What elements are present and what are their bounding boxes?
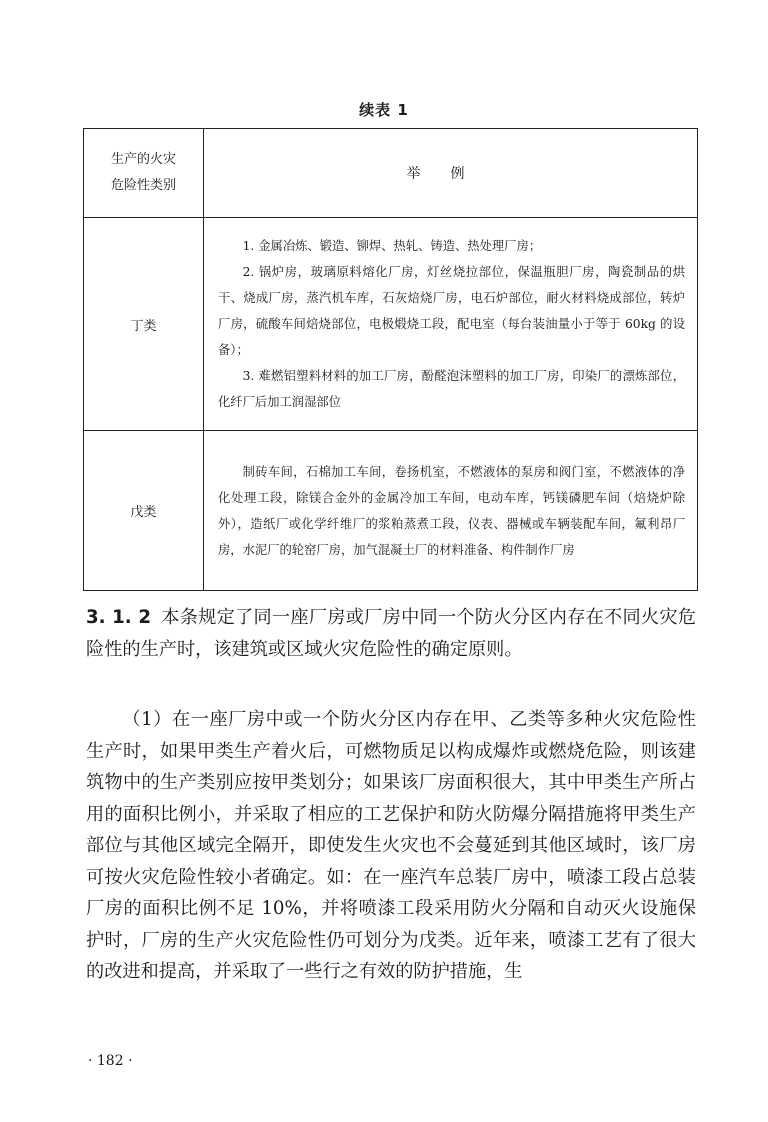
table-row — [84, 218, 698, 431]
header-category-line1: 生产的火灾 — [110, 152, 176, 167]
table-row — [84, 431, 698, 591]
example-item: 1. 金属冶炼、锻造、铆焊、热轧、铸造、热处理厂房； — [242, 239, 542, 253]
table-header-row — [84, 129, 698, 218]
example-item: 2. 锅炉房，玻璃原料熔化厂房，灯丝烧拉部位，保温瓶胆厂房，陶瓷制品的烘干、烧成厂房，蒸汽机车库，石灰焙烧厂房，电石炉部位，耐火材料烧成部位，转炉厂房，硫酸车间焙烧部位，电极煅烧工段，配电室（每台装油量小于等于 60kg 的设备）； — [218, 265, 685, 357]
examples-cell — [204, 218, 698, 431]
table-caption: 续表 1 — [359, 101, 409, 119]
paragraph-text: （1）在一座厂房中或一个防火分区内存在甲、乙类等多种火灾危险性生产时，如果甲类生产着火后，可燃物质足以构成爆炸或燃烧危险，则该建筑物中的生产类别应按甲类划分；如果该厂房面积很大，其中甲类生产所占用的面积比例小，并采取了相应的工艺保护和防火防爆分隔措施将甲类生产部位与其他区域完全隔开，即使发生火灾也不会蔓延到其他区域时，该厂房可按火灾危险性较小者确定。如：在一座汽车总装厂房中，喷漆工段占总装厂房的面积比例不足 10%，并将喷漆工段采用防火分隔和自动灭火设施保护时，厂房的生产火灾危险性仍可划分为戊类。近年来，喷漆工艺有了很大的改进和提高，并采取了一些行之有效的防护措施，生 — [86, 709, 696, 982]
page-number: · 182 · — [88, 1053, 133, 1069]
body-paragraph — [86, 704, 696, 988]
fire-hazard-table — [83, 128, 698, 591]
examples-cell — [204, 431, 698, 591]
example-item: 制砖车间，石棉加工车间，卷扬机室，不燃液体的泵房和阀门室，不燃液体的净化处理工段，除镁合金外的金属冷加工车间，电动车库，钙镁磷肥车间（焙烧炉除外），造纸厂或化学纤维厂的浆粕蒸煮工段，仪表、器械或车辆装配车间，氟利昂厂房，水泥厂的轮窑厂房，加气混凝土厂的材料准备、构件制作厂房 — [218, 464, 685, 557]
category-cell: 戊类 — [84, 431, 204, 591]
section-3-1-2 — [86, 602, 696, 665]
example-item: 3. 难燃铝塑料材料的加工厂房，酚醛泡沫塑料的加工厂房，印染厂的漂炼部位，化纤厂后加工润湿部位 — [218, 369, 685, 409]
header-category — [84, 129, 204, 218]
section-text: 本条规定了同一座厂房或厂房中同一个防火分区内存在不同火灾危险性的生产时，该建筑或区域火灾危险性的确定原则。 — [86, 607, 696, 660]
header-example: 举例 — [204, 129, 698, 218]
category-cell: 丁类 — [84, 218, 204, 431]
section-number: 3. 1. 2 — [86, 607, 151, 628]
header-category-line2: 危险性类别 — [110, 178, 176, 193]
